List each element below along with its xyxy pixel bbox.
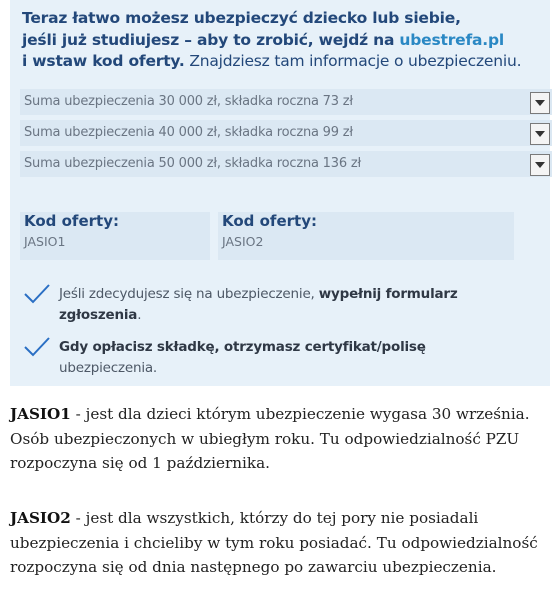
checkmark-icon	[24, 337, 50, 357]
headline-line-2-text: jeśli już studiujesz – aby to zrobić, wejdź na	[22, 30, 400, 49]
offer-code-title: Kod oferty:	[222, 212, 317, 230]
info-panel	[10, 0, 550, 386]
headline-line-3-normal: Znajdziesz tam informacje o ubezpieczeniu.	[184, 52, 522, 70]
option-label: Suma ubezpieczenia 30 000 zł, składka roczna 73 zł	[24, 94, 353, 109]
step-text-pre: Jeśli zdecydujesz się na ubezpieczenie,	[59, 286, 319, 302]
insurance-option-40000[interactable]	[20, 120, 552, 146]
insurance-options	[20, 89, 552, 182]
insurance-option-30000[interactable]	[20, 89, 552, 115]
description-jasio1	[10, 402, 555, 476]
insurance-option-50000[interactable]	[20, 151, 552, 177]
offer-code-box-1	[20, 212, 210, 260]
step-text	[59, 284, 479, 326]
offer-code-value: JASIO1	[24, 234, 66, 249]
description-code: JASIO1	[10, 405, 71, 423]
checkmark-icon	[24, 284, 50, 304]
headline	[22, 8, 542, 73]
description-jasio2	[10, 506, 555, 580]
chevron-down-icon[interactable]	[530, 123, 550, 145]
chevron-down-icon[interactable]	[530, 92, 550, 114]
headline-line-2	[22, 30, 542, 52]
step-text-bold: wypełnij formularz zgłoszenia	[59, 286, 458, 323]
step-text-post: ubezpieczenia.	[59, 360, 158, 376]
headline-line-1: Teraz łatwo możesz ubezpieczyć dziecko lub siebie,	[22, 9, 461, 27]
headline-line-3	[22, 51, 542, 73]
step-text-bold: Gdy opłacisz składkę, otrzymasz certyfikat/polisę	[59, 339, 426, 355]
offer-code-title: Kod oferty:	[24, 212, 119, 230]
headline-line-3-bold: i wstaw kod oferty.	[22, 52, 185, 70]
step-text-post: .	[137, 307, 142, 323]
option-label: Suma ubezpieczenia 50 000 zł, składka roczna 136 zł	[24, 156, 361, 171]
description-text: - jest dla wszystkich, którzy do tej pory nie posiadali ubezpieczenia i chcieliby w tym roku posiadać. Tu odpowiedzialność rozpoczyna się od dnia następnego po zawarciu ubezpieczenia.	[10, 509, 538, 576]
ubestrefa-link[interactable]: ubestrefa.pl	[399, 30, 504, 49]
description-code: JASIO2	[10, 509, 71, 527]
option-label: Suma ubezpieczenia 40 000 zł, składka roczna 99 zł	[24, 125, 353, 140]
description-text: - jest dla dzieci którym ubezpieczenie wygasa 30 września. Osób ubezpieczonych w ubiegłym roku. Tu odpowiedzialność PZU rozpoczyna się od 1 października.	[10, 405, 530, 472]
chevron-down-icon[interactable]	[530, 154, 550, 176]
step-text	[59, 337, 479, 379]
offer-codes	[20, 212, 515, 260]
offer-code-box-2	[218, 212, 514, 260]
offer-code-value: JASIO2	[222, 234, 264, 249]
